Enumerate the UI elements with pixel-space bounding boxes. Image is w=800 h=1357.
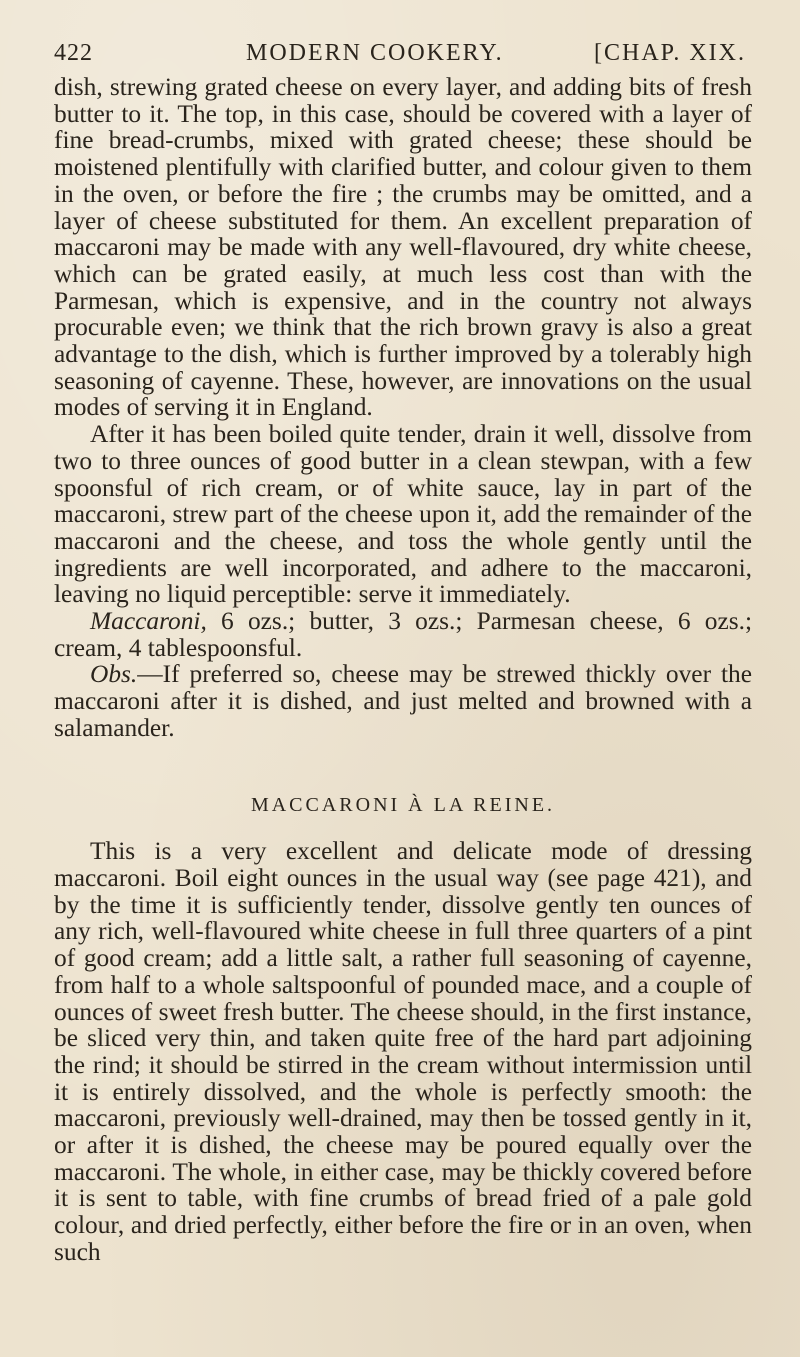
running-head	[54, 40, 760, 70]
paragraph-recipe: This is a very excellent and delicate mode of dressing maccaroni. Boil eight ounces in the usual way (see page 421), and by the time it is sufficiently tender, dissolve gently ten ounces of any rich, well-flavoured white cheese in full three quarters of a pint of good cream; add a little salt, a rather full seasoning of cayenne, from half to a whole saltspoonful of pounded mace, and a couple of ounces of sweet fresh butter. The cheese should, in the first instance, be sliced very thin, and taken quite free of the hard part adjoining the rind; it should be stirred in the cream without intermission until it is entirely dissolved, and the whole is perfectly smooth: the maccaroni, previously well-drained, may then be tossed gently in it, or after it is dished, the cheese may be poured equally over the maccaroni. The whole, in either case, may be thickly covered before it is sent to table, with fine crumbs of bread fried of a pale gold colour, and dried perfectly, either before the fire or in an oven, when such	[54, 837, 752, 1266]
recipe-heading: MACCARONI À LA REINE.	[250, 793, 556, 816]
paragraph-continued: dish, strewing grated cheese on every layer, and adding bits of fresh butter to it. The top, in this case, should be covered with a layer of fine bread-crumbs, mixed with grated cheese; these should be moistened plentifully with clarified butter, and colour given to them in the oven, or before the fire ; the crumbs may be omitted, and a layer of cheese substituted for them. An excellent preparation of maccaroni may be made with any well-flavoured, dry white cheese, which can be grated easily, at much less cost than with the Parmesan, which is expensive, and in the country not always procurable even; we think that the rich brown gravy is also a great advantage to the dish, which is further improved by a tolerably high seasoning of cayenne. These, however, are innovations on the usual modes of serving it in England.	[54, 73, 752, 422]
observation-paragraph	[54, 661, 752, 741]
chapter-label: [CHAP. XIX.	[594, 40, 747, 66]
ingredients-text: 6 ozs.; butter, 3 ozs.; Parmesan cheese, 6 ozs.; cream, 4 tablespoonsful.	[54, 607, 752, 662]
ingredients-line	[54, 608, 752, 661]
body-text	[54, 74, 752, 1266]
ingredients-lead: Maccaroni,	[90, 607, 207, 636]
paragraph-method: After it has been boiled quite tender, drain it well, dissolve from two to three ounces of good butter in a clean stewpan, with a few spoonsful of rich cream, or of white sauce, lay in part of the maccaroni, strew part of the cheese upon it, add the remainder of the maccaroni and the cheese, and toss the whole gently until the ingredients are well incorporated, and adhere to the maccaroni, leaving no liquid perceptible: serve it immediately.	[54, 420, 752, 609]
observation-text: —If preferred so, cheese may be strewed thickly over the maccaroni after it is dished, and just melted and browned with a salamander.	[54, 660, 752, 742]
page-number: 422	[54, 40, 93, 66]
observation-lead: Obs.	[90, 660, 138, 689]
book-title: MODERN COOKERY.	[246, 40, 504, 66]
